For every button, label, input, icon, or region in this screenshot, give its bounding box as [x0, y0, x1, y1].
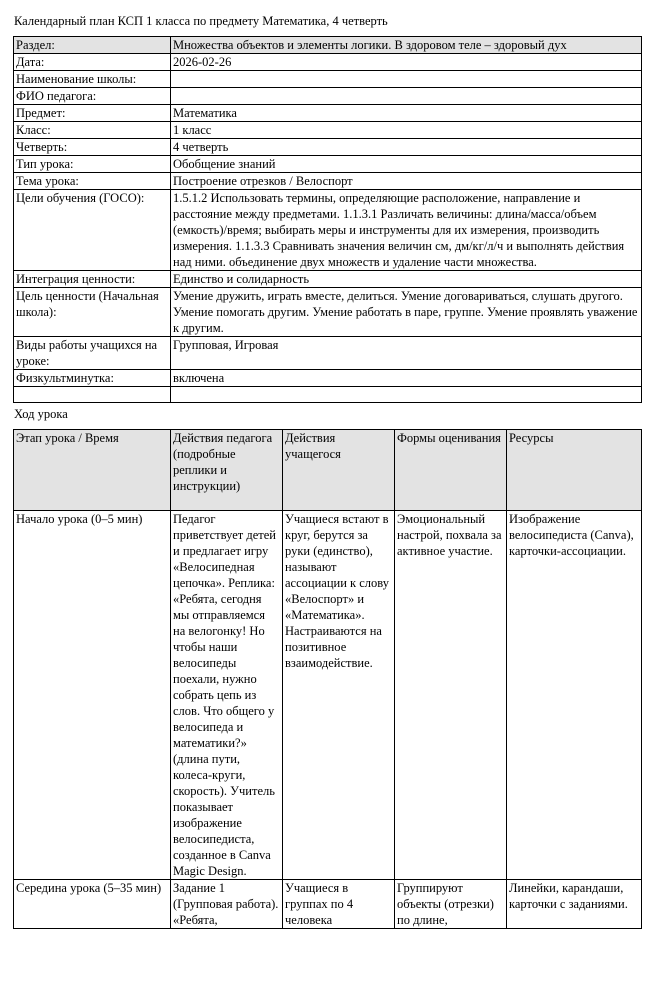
info-value: Множества объектов и элементы логики. В здоровом теле – здоровый дух	[171, 37, 642, 54]
cell-student-actions: Учащиеся встают в круг, берутся за руки (единство), называют ассоциации к слову «Велоспорт» и «Математика». Настраиваются на позитивное взаимодействие.	[283, 511, 395, 880]
info-row-grade	[14, 122, 642, 139]
header-resources: Ресурсы	[507, 430, 642, 511]
info-label: Дата:	[14, 54, 171, 71]
header-assessment: Формы оценивания	[395, 430, 507, 511]
info-label: Предмет:	[14, 105, 171, 122]
info-row-physical-break	[14, 370, 642, 387]
info-value	[171, 88, 642, 105]
header-stage: Этап урока / Время	[14, 430, 171, 511]
info-label: Раздел:	[14, 37, 171, 54]
page-title: Календарный план КСП 1 класса по предмету Математика, 4 четверть	[14, 14, 388, 28]
info-label: Цели обучения (ГОСО):	[14, 190, 171, 271]
cell-teacher-actions: Педагог приветствует детей и предлагает игру «Велосипедная цепочка». Реплика: «Ребята, сегодня мы отправляемся на велогонку! Но чтобы наши велосипеды поехали, нужно собрать цепь из слов. Что общего у велосипеда и математики?» (длина пути, колеса-круги, скорость). Учитель показывает изображение велосипедиста, созданное в Canva Magic Design.	[171, 511, 283, 880]
info-value: Единство и солидарность	[171, 271, 642, 288]
cell-resources: Изображение велосипедиста (Canva), карточки-ассоциации.	[507, 511, 642, 880]
info-row-date	[14, 54, 642, 71]
info-value: Построение отрезков / Велоспорт	[171, 173, 642, 190]
lesson-info-table	[13, 36, 642, 403]
info-row-section	[14, 37, 642, 54]
header-teacher-actions: Действия педагога (подробные реплики и инструкции)	[171, 430, 283, 511]
info-row-value-integration	[14, 271, 642, 288]
lesson-row-start	[14, 511, 642, 880]
info-value: включена	[171, 370, 642, 387]
info-label: Тема урока:	[14, 173, 171, 190]
info-label: Класс:	[14, 122, 171, 139]
cell-resources: Линейки, карандаши, карточки с заданиями.	[507, 880, 642, 929]
cell-stage: Начало урока (0–5 мин)	[14, 511, 171, 880]
info-value: Умение дружить, играть вместе, делиться. Умение договариваться, слушать другого. Умение помогать другим. Умение работать в паре, группе. Умение проявлять уважение к другим.	[171, 288, 642, 337]
info-label: ФИО педагога:	[14, 88, 171, 105]
info-row-topic	[14, 173, 642, 190]
info-label: Тип урока:	[14, 156, 171, 173]
info-value: 2026-02-26	[171, 54, 642, 71]
info-row-school	[14, 71, 642, 88]
lesson-header-row	[14, 430, 642, 511]
info-row-teacher	[14, 88, 642, 105]
lesson-row-middle	[14, 880, 642, 929]
info-row-goals	[14, 190, 642, 271]
info-row-quarter	[14, 139, 642, 156]
info-row-subject	[14, 105, 642, 122]
info-row-empty	[14, 387, 642, 403]
info-row-value-goal	[14, 288, 642, 337]
cell-stage: Середина урока (5–35 мин)	[14, 880, 171, 929]
cell-teacher-actions: Задание 1 (Групповая работа). «Ребята,	[171, 880, 283, 929]
info-row-work-types	[14, 337, 642, 370]
cell-assessment: Эмоциональный настрой, похвала за активное участие.	[395, 511, 507, 880]
info-label: Физкультминутка:	[14, 370, 171, 387]
info-value	[171, 71, 642, 88]
cell-student-actions: Учащиеся в группах по 4 человека	[283, 880, 395, 929]
header-student-actions: Действия учащегося	[283, 430, 395, 511]
lesson-flow-table	[13, 429, 642, 929]
info-value: 1 класс	[171, 122, 642, 139]
info-value: 1.5.1.2 Использовать термины, определяющие расположение, направление и расстояние между предметами. 1.1.3.1 Различать величины: длина/масса/объем (емкость)/время; выбирать меры и инструменты для их измерения, производить измерения. 1.1.3.3 Сравнивать значения величин см, дм/кг/л/ч и выполнять действия над ними. объединение двух множеств и удаление части множества.	[171, 190, 642, 271]
cell-assessment: Группируют объекты (отрезки) по длине,	[395, 880, 507, 929]
info-value: Математика	[171, 105, 642, 122]
info-label: Интеграция ценности:	[14, 271, 171, 288]
info-value: 4 четверть	[171, 139, 642, 156]
info-label: Цель ценности (Начальная школа):	[14, 288, 171, 337]
info-label: Виды работы учащихся на уроке:	[14, 337, 171, 370]
lesson-section-title: Ход урока	[14, 407, 68, 421]
info-value: Групповая, Игровая	[171, 337, 642, 370]
info-value	[171, 387, 642, 403]
info-row-lesson-type	[14, 156, 642, 173]
info-label	[14, 387, 171, 403]
info-value: Обобщение знаний	[171, 156, 642, 173]
info-label: Наименование школы:	[14, 71, 171, 88]
info-label: Четверть:	[14, 139, 171, 156]
